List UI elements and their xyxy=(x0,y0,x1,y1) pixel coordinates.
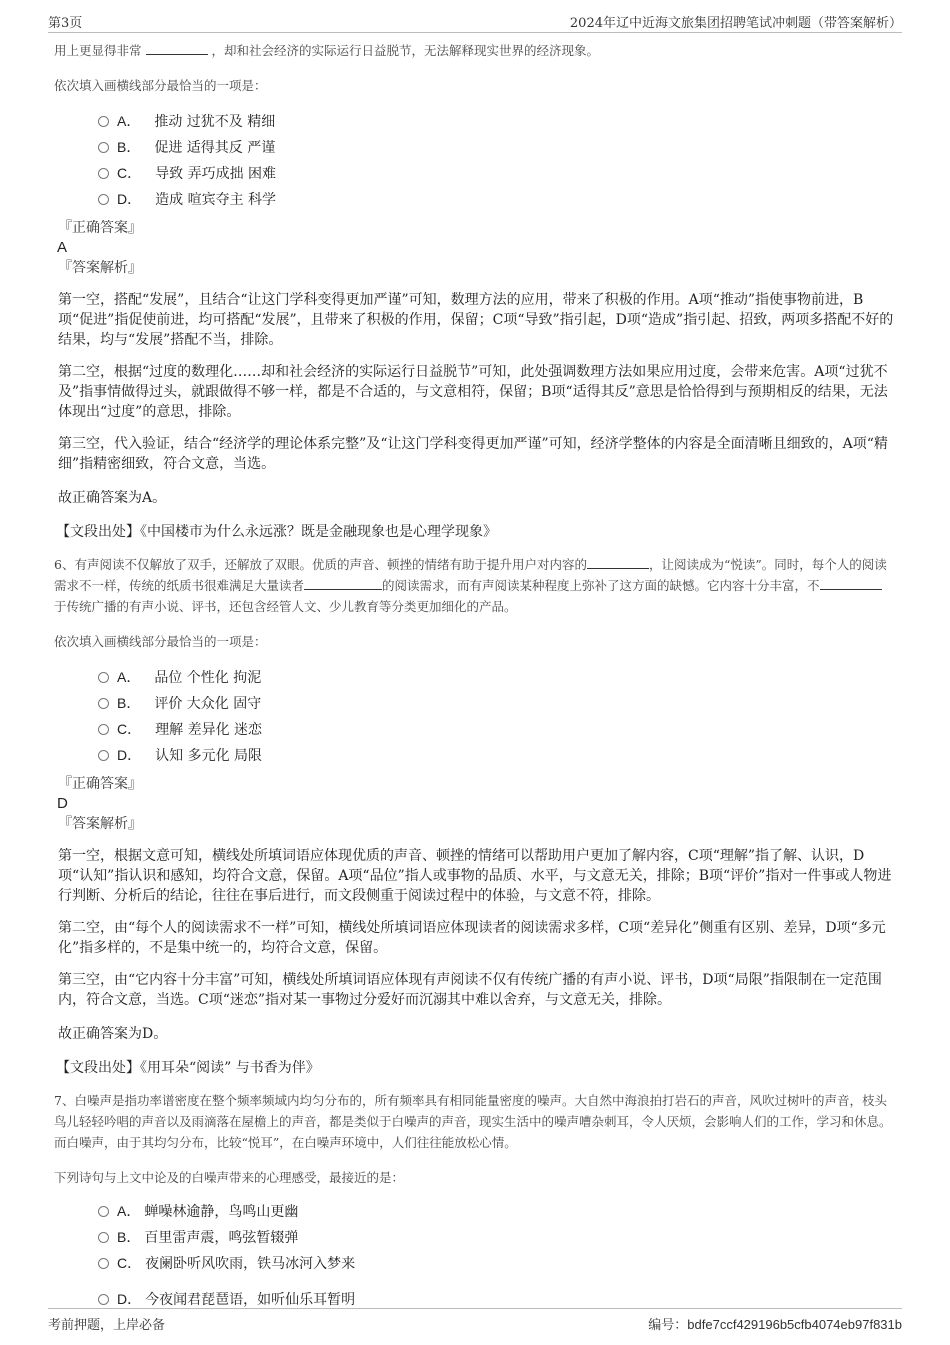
q6-prompt: 依次填入画横线部分最恰当的一项是： xyxy=(54,634,267,649)
radio-icon[interactable] xyxy=(98,168,109,179)
radio-icon[interactable] xyxy=(98,1258,109,1269)
q6-options xyxy=(56,664,894,768)
radio-icon[interactable] xyxy=(98,724,109,735)
radio-icon[interactable] xyxy=(98,672,109,683)
q7-option-b[interactable]: B． 百里雷声震，鸣弦暂辍弹 xyxy=(98,1224,894,1250)
radio-icon[interactable] xyxy=(98,142,109,153)
q6-option-c[interactable]: C． 理解 差异化 迷恋 xyxy=(98,716,894,742)
document-id: 编号：bdfe7ccf429196b5cfb4074eb97f831b xyxy=(648,1317,902,1332)
radio-icon[interactable] xyxy=(98,194,109,205)
radio-icon[interactable] xyxy=(98,1206,109,1217)
q5-source: 【文段出处】《中国楼市为什么永远涨？既是金融现象也是心理学现象》 xyxy=(56,524,497,540)
q5-analysis-label: 『答案解析』 xyxy=(58,260,142,276)
q7-option-a[interactable]: A． 蝉噪林逾静，鸟鸣山更幽 xyxy=(98,1198,894,1224)
radio-icon[interactable] xyxy=(98,1294,109,1305)
radio-icon[interactable] xyxy=(98,1232,109,1243)
q5-conclusion: 故正确答案为A。 xyxy=(58,490,167,506)
q6-option-d[interactable]: D． 认知 多元化 局限 xyxy=(98,742,894,768)
q7-prompt: 下列诗句与上文中论及的白噪声带来的心理感受，最接近的是： xyxy=(54,1170,405,1185)
q6-blank-1 xyxy=(587,554,649,569)
q5-stem-tail: 用上更显得非常 ，却和社会经济的实际运行日益脱节，无法解释现实世界的经济现象。 xyxy=(54,40,894,61)
q7-option-c[interactable]: C． 夜阑卧听风吹雨，铁马冰河入梦来 xyxy=(98,1250,894,1276)
q6-option-b[interactable]: B． 评价 大众化 固守 xyxy=(98,690,894,716)
q5-answer-label: 『正确答案』 xyxy=(58,220,142,236)
q5-answer: A xyxy=(57,239,68,256)
q6-analysis-3: 第三空，由“它内容十分丰富”可知，横线处所填词语应体现有声阅读不仅有传统广播的有声小说、评书，D项“局限”指限制在一定范围内，符合文意，当选。C项“迷恋”指对某一事物过分爱好而沉溺其中难以舍弃，与文意无关，排除。 xyxy=(58,972,882,1008)
q6-analysis-2: 第二空，由“每个人的阅读需求不一样”可知，横线处所填词语应体现读者的阅读需求多样，C项“差异化”侧重有区别、差异，D项“多元化”指多样的，不是集中统一的，均符合文意，保留。 xyxy=(58,920,886,956)
q5-option-c[interactable]: C． 导致 弄巧成拙 困难 xyxy=(98,160,894,186)
radio-icon[interactable] xyxy=(98,750,109,761)
q5-option-a[interactable]: A． 推动 过犹不及 精细 xyxy=(98,108,894,134)
document-body xyxy=(56,40,894,1312)
q5-analysis-1: 第一空，搭配“发展”，且结合“让这门学科变得更加严谨”可知，数理方法的应用，带来了积极的作用。A项“推动”指使事物前进，B项“促进”指促使前进，均可搭配“发展”，且带来了积极的作用，保留；C项“导致”指引起，D项“造成”指引起、招致，两项多搭配不好的结果，均与“发展”搭配不当，排除。 xyxy=(58,292,894,348)
page-footer xyxy=(48,1308,902,1331)
q6-stem: 6、有声阅读不仅解放了双手，还解放了双眼。优质的声音、顿挫的情绪有助于提升用户对内容的 ，让阅读成为“悦读”。同时，每个人的阅读需求不一样，传统的纸质书很难满足大量读者 的阅读需求，而有声阅读某种程度上弥补了这方面的缺憾。它内容十分丰富，不于传统广播的有声小说、评书，还包含经管人文、少儿教育等分类更加细化的产品。 xyxy=(54,554,894,617)
q5-analysis-2: 第二空，根据“过度的数理化……却和社会经济的实际运行日益脱节”可知，此处强调数理方法如果应用过度，会带来危害。A项“过犹不及”指事情做得过头，就跟做得不够一样，都是不合适的，与文意相符，保留；B项“适得其反”意思是恰恰得到与预期相反的结果，无法体现出“过度”的意思，排除。 xyxy=(58,364,888,420)
q5-analysis-3: 第三空，代入验证，结合“经济学的理论体系完整”及“让这门学科变得更加严谨”可知，经济学整体的内容是全面清晰且细致的，A项“精细”指精密细致，符合文意，当选。 xyxy=(58,436,888,472)
footer-slogan: 考前押题，上岸必备 xyxy=(48,1318,166,1333)
document-title: 2024年辽中近海文旅集团招聘笔试冲刺题（带答案解析） xyxy=(569,16,902,31)
q5-option-d[interactable]: D． 造成 喧宾夺主 科学 xyxy=(98,186,894,212)
q6-answer: D xyxy=(57,795,68,812)
q5-option-b[interactable]: B． 促进 适得其反 严谨 xyxy=(98,134,894,160)
page-header xyxy=(48,10,902,33)
q6-analysis-1: 第一空，根据文意可知，横线处所填词语应体现优质的声音、顿挫的情绪可以帮助用户更加了解内容，C项“理解”指了解、认识，D项“认知”指认识和感知，均符合文意，保留。A项“品位”指人或事物的品质、水平，与文意无关，排除；B项“评价”指对一件事或人物进行判断、分析后的结论，往往在事后进行，而文段侧重于阅读过程中的体验，与文意不符，排除。 xyxy=(58,848,892,904)
q5-prompt: 依次填入画横线部分最恰当的一项是： xyxy=(54,78,267,93)
q6-analysis-label: 『答案解析』 xyxy=(58,816,142,832)
q6-conclusion: 故正确答案为D。 xyxy=(58,1026,168,1042)
page-number: 第3页 xyxy=(48,16,83,31)
radio-icon[interactable] xyxy=(98,116,109,127)
q7-option-d[interactable]: D． 今夜闻君琵琶语，如听仙乐耳暂明 xyxy=(98,1286,894,1312)
q6-answer-label: 『正确答案』 xyxy=(58,776,142,792)
q6-source: 【文段出处】《用耳朵“阅读” 与书香为伴》 xyxy=(56,1060,320,1076)
q5-options xyxy=(56,108,894,212)
q6-blank-3 xyxy=(820,575,882,590)
radio-icon[interactable] xyxy=(98,698,109,709)
q7-options xyxy=(56,1198,894,1312)
q6-blank-2 xyxy=(304,575,382,590)
q7-stem: 7、白噪声是指功率谱密度在整个频率频域内均匀分布的，所有频率具有相同能量密度的噪声。大自然中海浪拍打岩石的声音，风吹过树叶的声音，枝头鸟儿轻轻吟唱的声音以及雨滴落在屋檐上的声音，都是类似于白噪声的声音，现实生活中的噪声嘈杂刺耳，令人厌烦，会影响人们的工作，学习和休息。而白噪声，由于其均匀分布，比较“悦耳”，在白噪声环境中，人们往往能放松心情。 xyxy=(54,1093,892,1150)
q5-blank xyxy=(146,40,208,55)
q6-option-a[interactable]: A． 品位 个性化 拘泥 xyxy=(98,664,894,690)
